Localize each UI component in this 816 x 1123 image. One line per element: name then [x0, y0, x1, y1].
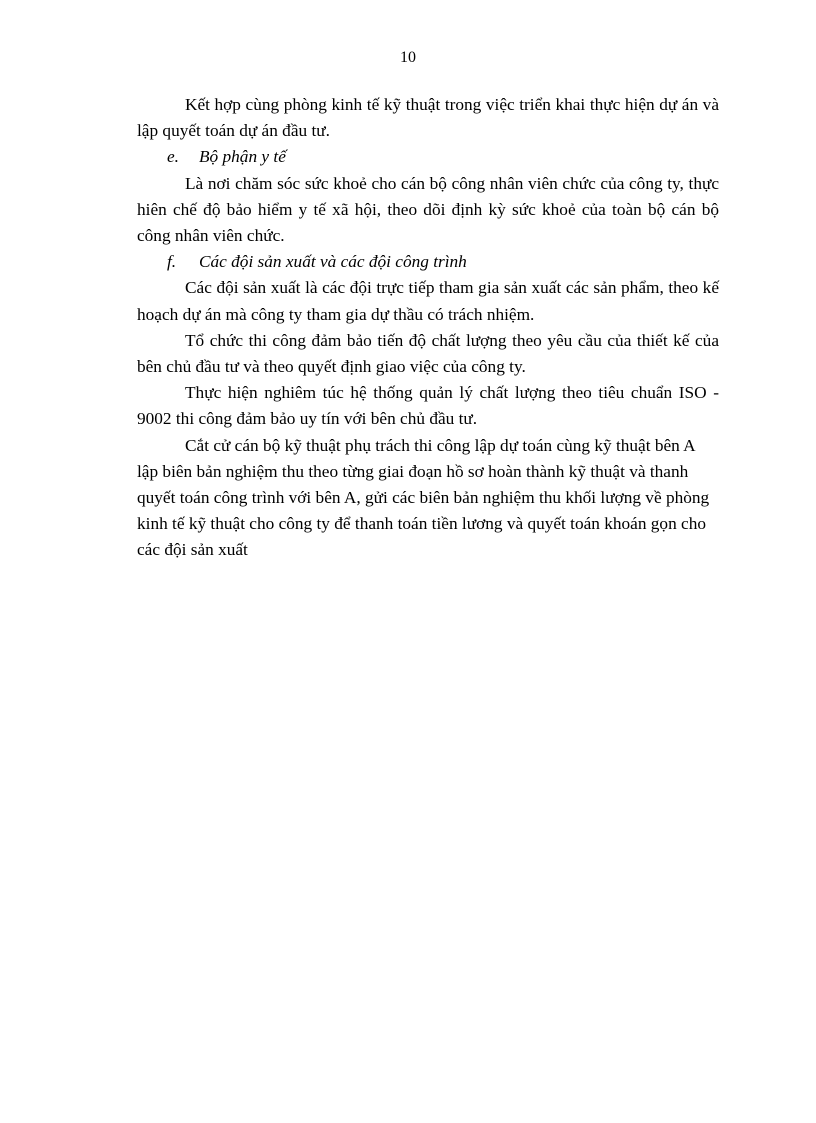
paragraph-medical-duties: Là nơi chăm sóc sức khoẻ cho cán bộ công nhân viên chức của công ty, thực hiên chế độ bảo hiểm y tế xã hội, theo dõi định kỳ sức khoẻ của toàn bộ cán bộ công nhân viên chức.	[137, 173, 719, 246]
paragraph-construction-organization: Tổ chức thi công đảm bảo tiến độ chất lượng theo yêu cầu của thiết kế của bên chủ đầu tư và theo quyết định giao việc của công ty.	[137, 330, 719, 377]
page-number: 10	[400, 49, 416, 66]
section-title-production-teams: Các đội sản xuất và các đội công trình	[199, 252, 467, 272]
paragraph-technical-staff: Cắt cử cán bộ kỹ thuật phụ trách thi công lập dự toán cùng kỹ thuật bên A lập biên bản nghiệm thu theo từng giai đoạn hồ sơ hoàn thành kỹ thuật và thanh quyết toán công trình với bên A, gửi các biên bản nghiệm thu khối lượng về phòng kinh tế kỹ thuật cho công ty để thanh toán tiền lương và quyết toán khoán gọn cho các đội sản xuất	[137, 435, 710, 560]
section-title-medical: Bộ phận y tế	[199, 147, 286, 167]
document-body	[137, 92, 719, 564]
section-marker-f: f.	[167, 252, 177, 272]
paragraph-quality-system: Thực hiện nghiêm túc hệ thống quản lý chất lượng theo tiêu chuẩn ISO - 9002 thi công đảm bảo uy tín với bên chủ đầu tư.	[137, 383, 719, 429]
section-heading-production-teams	[137, 249, 719, 275]
paragraph-project-settlement: Kết hợp cùng phòng kinh tế kỹ thuật trong việc triển khai thực hiện dự án và lập quyết toán dự án đầu tư.	[137, 95, 719, 141]
paragraph-production-teams: Các đội sản xuất là các đội trực tiếp tham gia sản xuất các sản phẩm, theo kế hoạch dự án mà công ty tham gia dự thầu có trách nhiệm.	[137, 278, 719, 324]
section-marker-e: e.	[167, 147, 179, 167]
section-heading-medical	[137, 144, 719, 170]
